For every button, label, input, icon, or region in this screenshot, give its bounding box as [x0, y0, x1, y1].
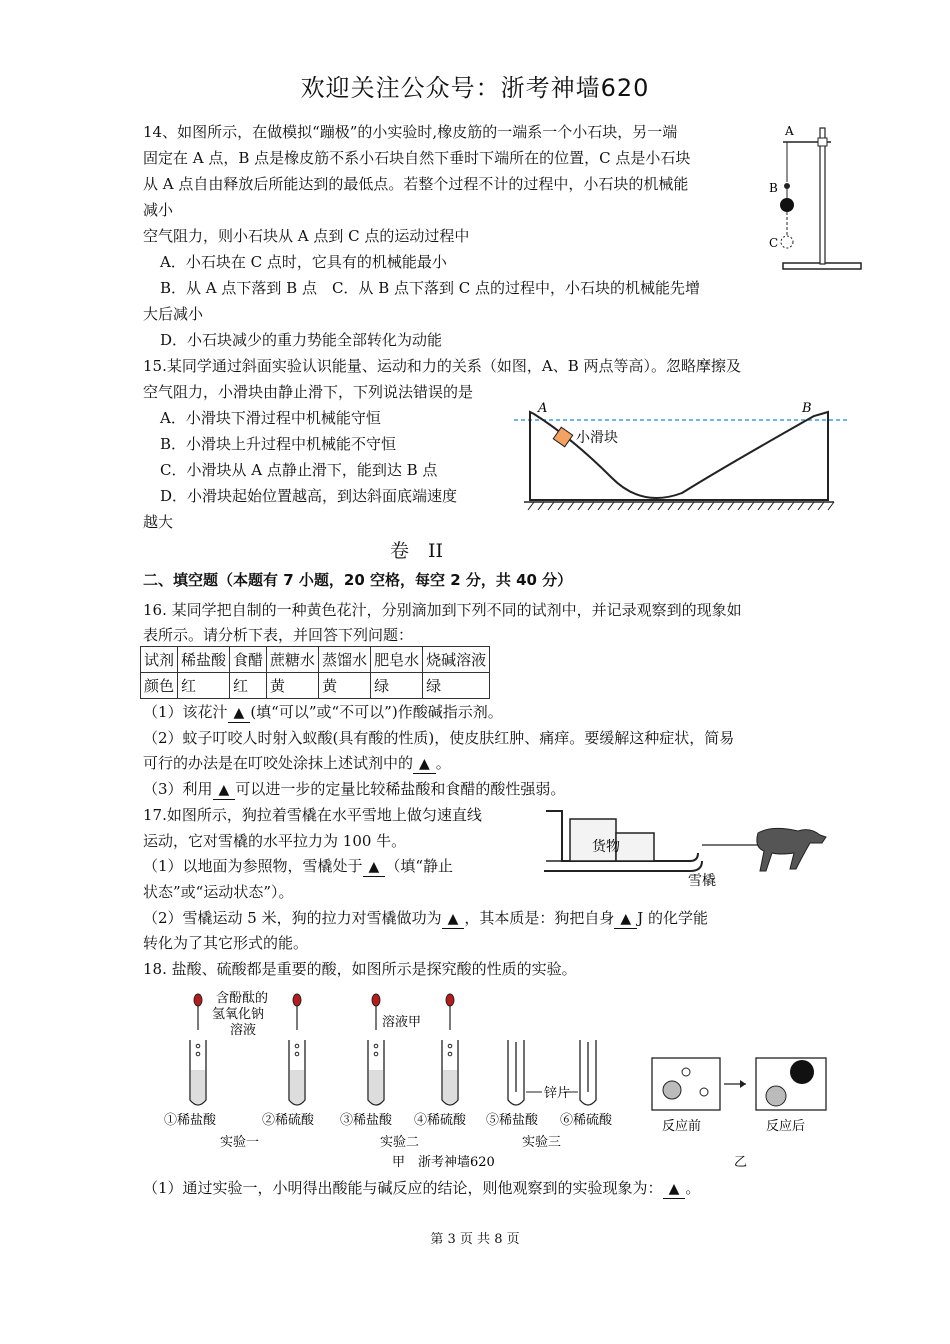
q16-part1 [143, 704, 503, 723]
answer-blank[interactable]: ▲ [442, 911, 465, 929]
text: (填“可以”或“不可以”)作酸碱指示剂。 [250, 703, 503, 721]
label-tube: ①稀盐酸 [164, 1113, 217, 1128]
bungee-stand-figure [765, 120, 875, 275]
q17-part1 [143, 858, 453, 877]
q15-option-b: B．小滑块上升过程中机械能不守恒 [160, 435, 397, 453]
table-row [141, 673, 490, 699]
q15-option-c: C．小滑块从 A 点静止滑下，能到达 B 点 [160, 461, 438, 479]
q17-line: 17.如图所示，狗拉着雪橇在水平雪地上做匀速直线 [143, 806, 482, 824]
label-tube: ②稀硫酸 [262, 1113, 315, 1128]
q17-part1-cont: 状态”或“运动状态”）。 [143, 883, 294, 901]
label-reagent1: 氢氧化钠 [212, 1007, 265, 1022]
q17-part2-cont: 转化为了其它形式的能。 [143, 934, 309, 952]
label-block: 小滑块 [576, 430, 618, 446]
dog-sled-figure [540, 805, 830, 890]
q15-option-a: A．小滑块下滑过程中机械能守恒 [160, 409, 381, 427]
table-cell: 蒸馏水 [319, 647, 371, 673]
table-row [141, 647, 490, 673]
text: ，其本质是：狗把自身 [464, 909, 615, 927]
q14-option-bc: B．从 A 点下落到 B 点 C．从 B 点下落到 C 点的过程中，小石块的机械能先增 [160, 279, 701, 297]
table-cell: 绿 [371, 673, 423, 699]
table-cell: 绿 [423, 673, 490, 699]
text: （1）以地面为参照物，雪橇处于 [143, 857, 363, 875]
q14-line: 14、如图所示，在做模拟“蹦极”的小实验时,橡皮筋的一端系一个小石块，另一端 [143, 123, 678, 141]
table-cell: 红 [230, 673, 267, 699]
label-sled: 雪橇 [688, 873, 716, 889]
label-after: 反应后 [766, 1119, 806, 1134]
table-cell: 蔗糖水 [267, 647, 319, 673]
label-a: A [538, 401, 548, 416]
label-b: B [802, 401, 812, 416]
q17-line: 运动，它对雪橇的水平拉力为 100 牛。 [143, 832, 407, 850]
q16-part3 [143, 781, 565, 800]
text: （填“静止 [385, 857, 453, 875]
table-cell: 食醋 [230, 647, 267, 673]
q17-part2 [143, 910, 708, 929]
label-exp1: 实验一 [220, 1135, 260, 1150]
label-b: B [769, 181, 778, 195]
slope-figure [512, 398, 852, 516]
q16-intro: 表所示。请分析下表，并回答下列问题： [143, 626, 414, 644]
q16-intro: 16. 某同学把自制的一种黄色花汁，分别滴加到下列不同的试剂中，并记录观察到的现象如 [143, 601, 742, 619]
page-footer: 第 3 页 共 8 页 [430, 1232, 520, 1247]
label-exp2: 实验二 [380, 1135, 420, 1150]
table-cell: 稀盐酸 [178, 647, 230, 673]
q14-line: 大后减小 [143, 305, 204, 323]
text: （1）通过实验一，小明得出酸能与碱反应的结论，则他观察到的实验现象为： [143, 1179, 663, 1197]
label-tube: ⑤稀盐酸 [486, 1113, 539, 1128]
q15-option-d: D．小滑块起始位置越高，到达斜面底端速度 [160, 487, 458, 505]
q14-option-a: A．小石块在 C 点时，它具有的机械能最小 [160, 253, 447, 271]
text: （2）雪橇运动 5 米，狗的拉力对雪橇做功为 [143, 909, 442, 927]
label-exp3: 实验三 [522, 1135, 562, 1150]
q15-line: 越大 [143, 513, 174, 531]
q14-line: 从 A 点自由释放后所能达到的最低点。若整个过程不计的过程中，小石块的机械能 [143, 175, 689, 193]
label-cargo: 货物 [592, 839, 620, 855]
answer-blank[interactable]: ▲ [363, 859, 386, 877]
q14-line: 固定在 A 点，B 点是橡皮筋不系小石块自然下垂时下端所在的位置，C 点是小石块 [143, 149, 691, 167]
q14-option-d: D．小石块减少的重力势能全部转化为动能 [160, 331, 443, 349]
text: （1）该花汁 [143, 703, 228, 721]
label-tube: ③稀盐酸 [340, 1113, 393, 1128]
q18-intro: 18. 盐酸、硫酸都是重要的酸，如图所示是探究酸的性质的实验。 [143, 960, 577, 978]
answer-blank[interactable]: ▲ [413, 756, 436, 774]
label-c: C [769, 236, 779, 250]
label-reagent1: 溶液 [230, 1023, 257, 1038]
text: J 的化学能 [637, 909, 708, 927]
text: 。 [435, 754, 451, 772]
label-tube: ④稀硫酸 [414, 1113, 467, 1128]
text: 可以进一步的定量比较稀盐酸和食醋的酸性强弱。 [235, 780, 566, 798]
label-reagent2: 溶液甲 [382, 1015, 422, 1030]
label-yi: 乙 [734, 1155, 748, 1170]
table-cell: 肥皂水 [371, 647, 423, 673]
text: 可行的办法是在叮咬处涂抹上述试剂中的 [143, 754, 414, 772]
label-a: A [785, 124, 794, 138]
table-cell: 红 [178, 673, 230, 699]
q15-line: 15.某同学通过斜面实验认识能量、运动和力的关系（如图，A、B 两点等高）。忽略摩擦及 [143, 357, 741, 375]
label-jia: 甲 浙考神墙620 [392, 1155, 495, 1170]
q14-line: 减小 [143, 201, 174, 219]
acid-experiment-figure [150, 988, 840, 1174]
q16-part2-cont [143, 755, 451, 774]
q16-part2: （2）蚊子叮咬人时射入蚁酸(具有酸的性质)，使皮肤红肿、痛痒。要缓解这种症状，简易 [143, 729, 735, 747]
table-cell: 烧碱溶液 [423, 647, 490, 673]
answer-blank[interactable]: ▲ [213, 782, 236, 800]
answer-blank[interactable]: ▲ [663, 1181, 686, 1199]
reagent-color-table [140, 646, 490, 699]
text: （3）利用 [143, 780, 213, 798]
label-tube: ⑥稀硫酸 [560, 1113, 613, 1128]
volume-title: 卷 II [390, 540, 444, 562]
q18-part1 [143, 1180, 700, 1199]
table-cell: 颜色 [141, 673, 178, 699]
text: 。 [685, 1179, 701, 1197]
label-zinc: 锌片 [544, 1086, 571, 1101]
q14-line: 空气阻力，则小石块从 A 点到 C 点的运动过程中 [143, 227, 470, 245]
table-cell: 黄 [319, 673, 371, 699]
q15-line: 空气阻力，小滑块由静止滑下，下列说法错误的是 [143, 383, 474, 401]
page-header: 欢迎关注公众号：浙考神墙620 [300, 74, 650, 102]
answer-blank[interactable]: ▲ [228, 705, 251, 723]
section-title: 二、填空题（本题有 7 小题，20 空格，每空 2 分，共 40 分） [143, 571, 573, 589]
label-reagent1: 含酚酞的 [216, 991, 269, 1006]
table-cell: 黄 [267, 673, 319, 699]
label-before: 反应前 [662, 1119, 702, 1134]
answer-blank[interactable]: ▲ [614, 911, 637, 929]
table-cell: 试剂 [141, 647, 178, 673]
